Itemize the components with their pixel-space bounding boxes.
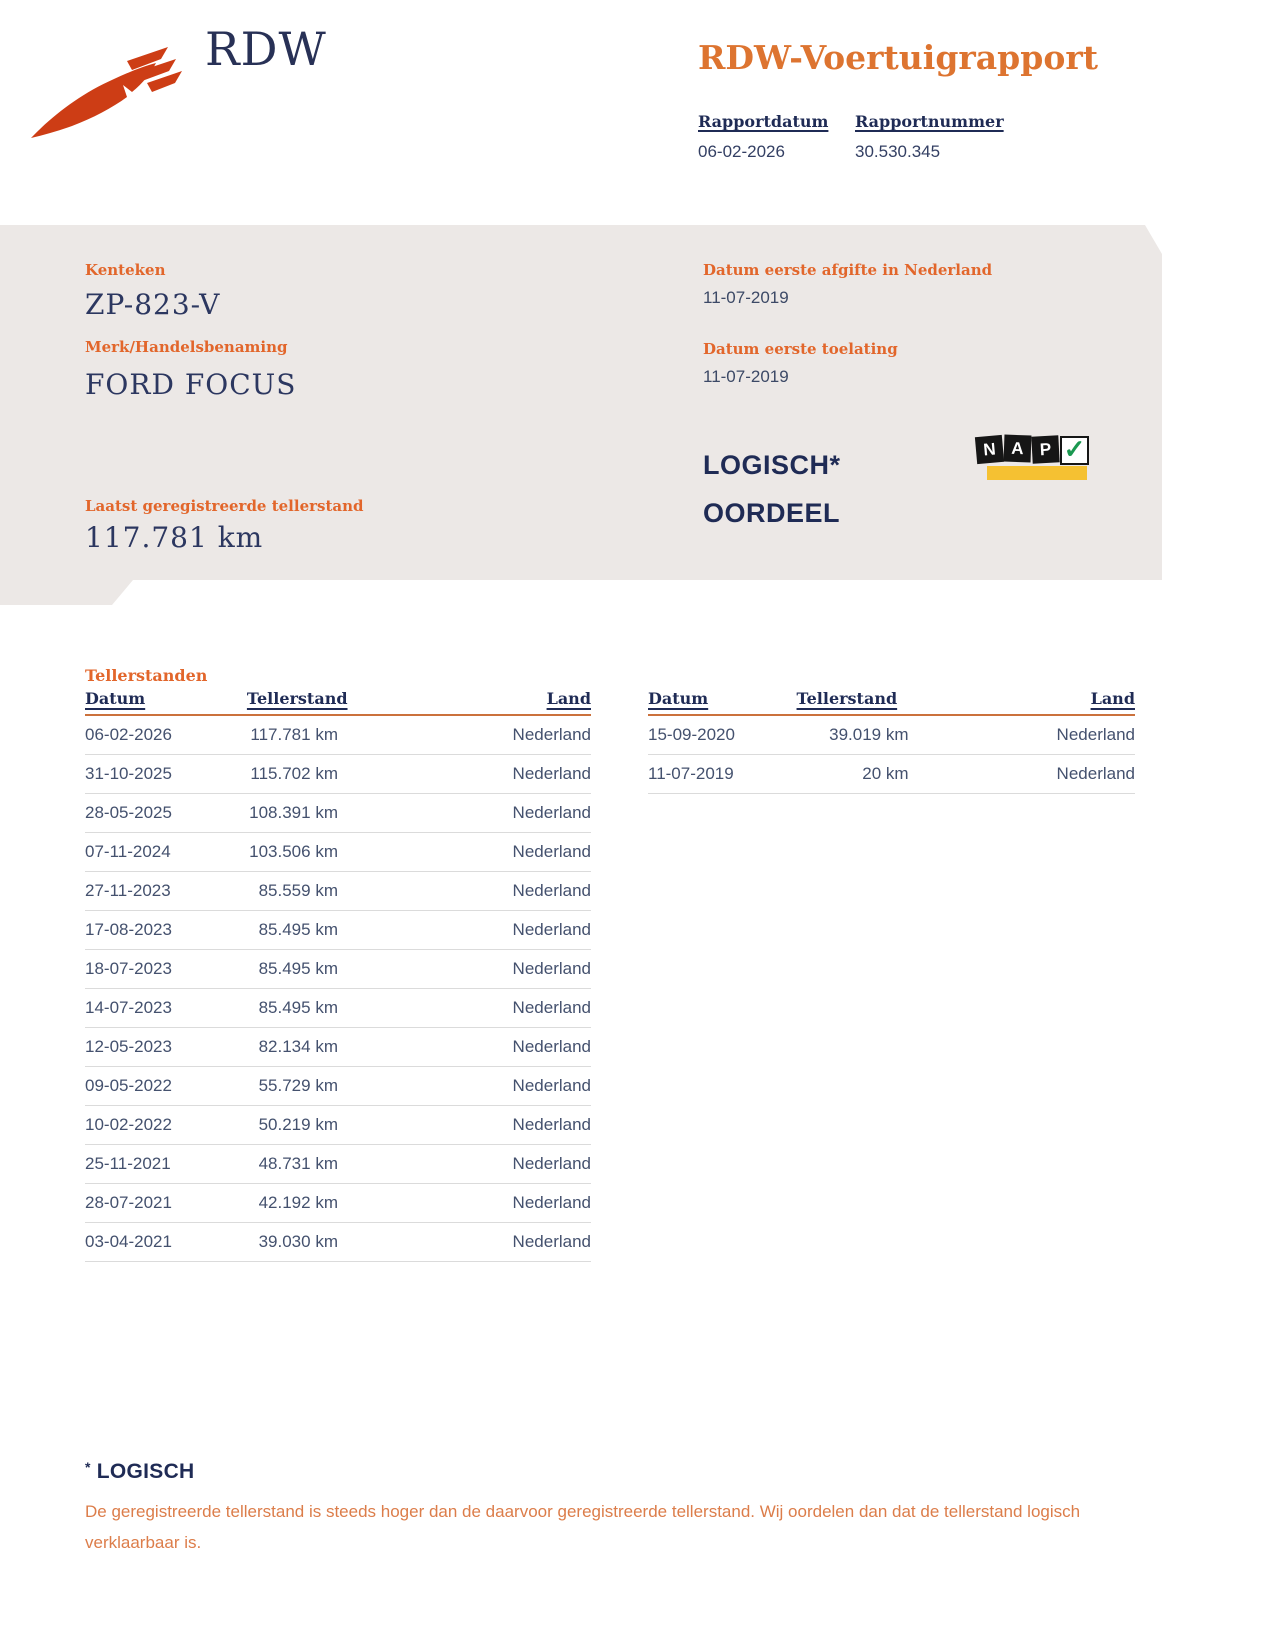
datum-cell: 17-08-2023 (85, 920, 172, 939)
datum-cell: 15-09-2020 (648, 725, 735, 744)
tellerstand-row (648, 755, 1135, 794)
datum-cell: 09-05-2022 (85, 1076, 172, 1095)
tellerstand-cell: 85.495 km (258, 920, 338, 939)
report-date-value: 06-02-2026 (698, 142, 785, 161)
datum-cell: 12-05-2023 (85, 1037, 172, 1056)
datum-cell: 18-07-2023 (85, 959, 172, 978)
tellerstand-row (85, 1106, 591, 1145)
datum-cell: 10-02-2022 (85, 1115, 172, 1134)
oordeel-line2: OORDEEL (703, 498, 841, 528)
datum-cell: 14-07-2023 (85, 998, 172, 1017)
col-header-tellerstand: Tellerstand (246, 689, 348, 708)
tellerstand-cell: 117.781 km (250, 725, 338, 744)
report-number-value: 30.530.345 (855, 142, 941, 161)
col-header-land: Land (1090, 689, 1135, 708)
nap-letter-p: P (1031, 435, 1059, 463)
tellerstand-row (85, 1223, 591, 1262)
tellerstand-row (85, 1184, 591, 1223)
tellerstanden-heading: Tellerstanden (85, 666, 208, 685)
merk-value: FORD FOCUS (85, 368, 297, 401)
tellerstand-cell: 85.495 km (258, 998, 338, 1017)
col-header-datum: Datum (85, 689, 146, 708)
tellerstand-cell: 82.134 km (258, 1037, 338, 1056)
land-cell: Nederland (1056, 764, 1135, 783)
datum-cell: 28-07-2021 (85, 1193, 172, 1212)
tellerstand-cell: 55.729 km (258, 1076, 338, 1095)
tellerstand-cell: 103.506 km (249, 842, 338, 861)
afgifte-label: Datum eerste afgifte in Nederland (703, 261, 993, 279)
land-cell: Nederland (512, 1076, 591, 1095)
tellerstand-value: 117.781 km (85, 521, 264, 554)
nap-letter-a: A (1004, 435, 1032, 463)
land-cell: Nederland (512, 725, 591, 744)
nap-logo (976, 436, 1091, 486)
land-cell: Nederland (512, 1232, 591, 1251)
tellerstand-row (85, 1145, 591, 1184)
tellerstand-cell: 50.219 km (258, 1115, 338, 1134)
footnote-heading (85, 1459, 195, 1484)
tellerstand-cell: 85.559 km (258, 881, 338, 900)
nap-yellow-bar (987, 466, 1087, 480)
datum-cell: 25-11-2021 (85, 1154, 171, 1173)
oordeel-line1: LOGISCH* (703, 450, 841, 480)
land-cell: Nederland (512, 803, 591, 822)
nap-letter-n: N (975, 435, 1004, 464)
tellerstand-row (85, 911, 591, 950)
land-cell: Nederland (1056, 725, 1135, 744)
datum-cell: 06-02-2026 (85, 725, 172, 744)
table-header-row (85, 689, 591, 715)
land-cell: Nederland (512, 764, 591, 783)
tellerstand-label: Laatst geregistreerde tellerstand (85, 497, 364, 515)
tellerstand-row (85, 950, 591, 989)
tellerstand-cell: 20 km (862, 764, 909, 783)
land-cell: Nederland (512, 1115, 591, 1134)
tellerstand-cell: 85.495 km (258, 959, 338, 978)
datum-cell: 11-07-2019 (648, 764, 734, 783)
rdw-wordmark: RDW (205, 22, 327, 76)
footnote-heading-text: LOGISCH (96, 1460, 195, 1483)
tellerstand-row (85, 872, 591, 911)
report-date-label: Rapportdatum (698, 112, 829, 131)
datum-cell: 28-05-2025 (85, 803, 172, 822)
report-number-block (855, 112, 1004, 162)
afgifte-value: 11-07-2019 (703, 288, 789, 307)
land-cell: Nederland (512, 1193, 591, 1212)
land-cell: Nederland (512, 1154, 591, 1173)
table-header-row (648, 689, 1135, 715)
merk-label: Merk/Handelsbenaming (85, 338, 288, 356)
tellerstand-cell: 115.702 km (250, 764, 338, 783)
tellerstand-cell: 39.030 km (258, 1232, 338, 1251)
datum-cell: 27-11-2023 (85, 881, 171, 900)
tellerstand-row (85, 755, 591, 794)
datum-cell: 31-10-2025 (85, 764, 172, 783)
datum-cell: 03-04-2021 (85, 1232, 172, 1251)
rdw-logo-feather-icon (30, 44, 205, 139)
kenteken-value: ZP-823-V (85, 288, 221, 321)
tellerstanden-table-right (648, 689, 1135, 794)
tellerstand-cell: 39.019 km (829, 725, 909, 744)
land-cell: Nederland (512, 1037, 591, 1056)
page-title: RDW-Voertuigrapport (698, 38, 1098, 77)
col-header-tellerstand: Tellerstand (796, 689, 898, 708)
land-cell: Nederland (512, 842, 591, 861)
toelating-value: 11-07-2019 (703, 367, 789, 386)
land-cell: Nederland (512, 920, 591, 939)
tellerstand-row (85, 715, 591, 755)
tellerstand-row (85, 1028, 591, 1067)
oordeel-block (703, 441, 841, 537)
tellerstand-cell: 48.731 km (258, 1154, 338, 1173)
report-number-label: Rapportnummer (855, 112, 1004, 131)
col-header-datum: Datum (648, 689, 709, 708)
datum-cell: 07-11-2024 (85, 842, 171, 861)
tellerstand-cell: 108.391 km (249, 803, 338, 822)
kenteken-label: Kenteken (85, 261, 166, 279)
tellerstand-cell: 42.192 km (258, 1193, 338, 1212)
col-header-land: Land (546, 689, 591, 708)
tellerstand-row (648, 715, 1135, 755)
land-cell: Nederland (512, 959, 591, 978)
tellerstand-row (85, 833, 591, 872)
tellerstand-row (85, 1067, 591, 1106)
footnote-star: * (85, 1459, 91, 1475)
tellerstand-row (85, 794, 591, 833)
land-cell: Nederland (512, 881, 591, 900)
footnote-text: De geregistreerde tellerstand is steeds hoger dan de daarvoor geregistreerde tellerstand. Wij oordelen dan dat de tellerstand logisch verklaarbaar is. (85, 1502, 1081, 1552)
report-date-block (698, 112, 828, 162)
land-cell: Nederland (512, 998, 591, 1017)
tellerstand-row (85, 989, 591, 1028)
nap-check-icon: ✓ (1060, 436, 1089, 465)
toelating-label: Datum eerste toelating (703, 340, 898, 358)
tellerstanden-table-left (85, 689, 591, 1262)
